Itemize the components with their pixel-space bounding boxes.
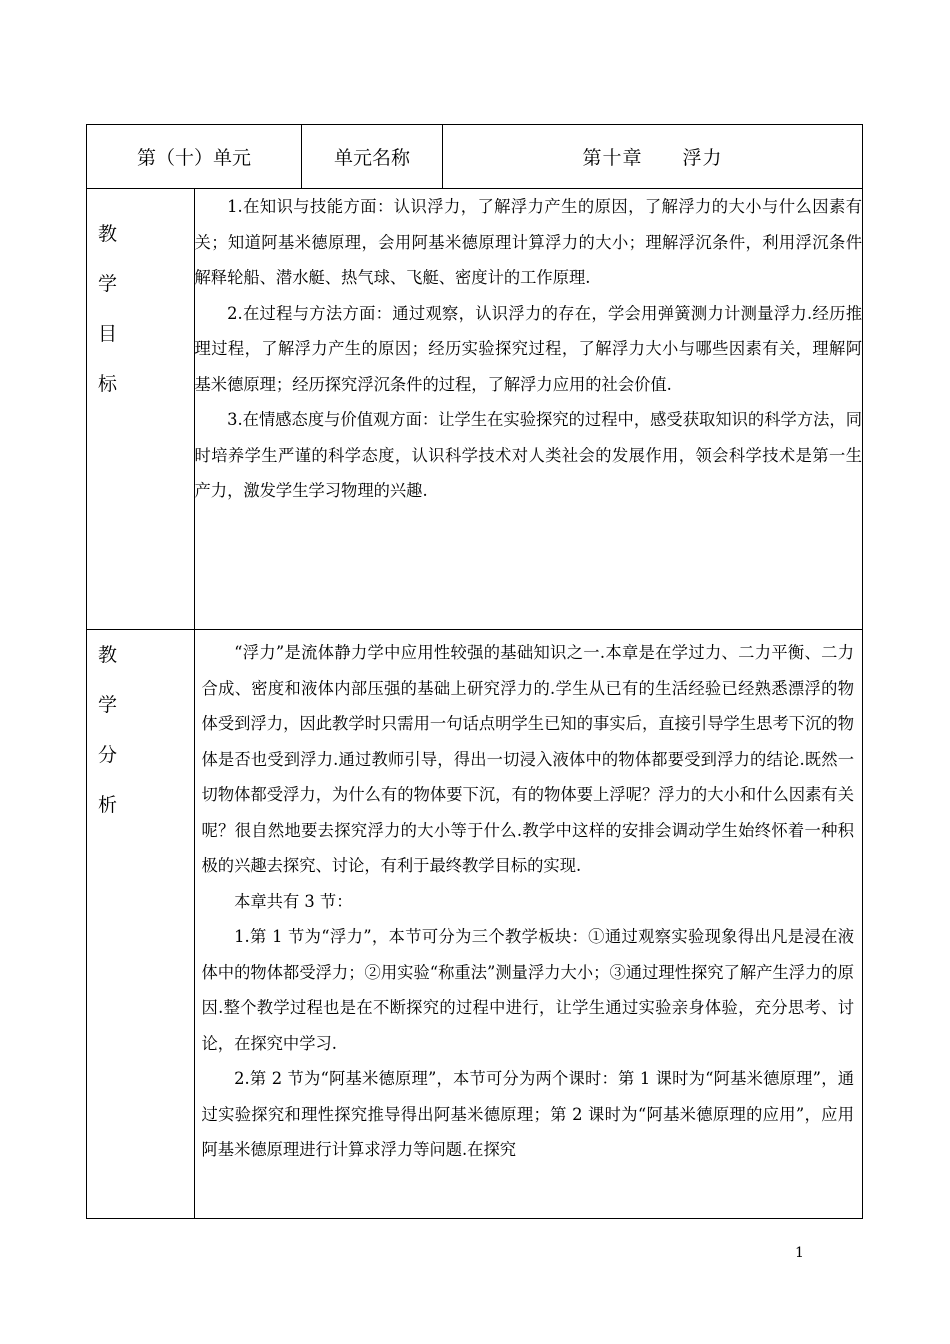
goal-paragraph: 3.在情感态度与价值观方面：让学生在实验探究的过程中，感受获取知识的科学方法，同时培养学生严谨的科学态度，认识科学技术对人类社会的发展作用，领会科学技术是第一生产力，激发学生学习物理的兴趣. [194, 410, 862, 500]
analysis-paragraph: 2.第 2 节为“阿基米德原理”，本节可分为两个课时：第 1 课时为“阿基米德原理”，通过实验探究和理性探究推导得出阿基米德原理；第 2 课时为“阿基米德原理的应用”，应用阿基米德原理进行计算求浮力等问题.在探究 [201, 1069, 854, 1159]
analysis-paragraph: “浮力”是流体静力学中应用性较强的基础知识之一.本章是在学过力、二力平衡、二力合成、密度和液体内部压强的基础上研究浮力的.学生从已有的生活经验已经熟悉漂浮的物体受到浮力，因此教学时只需用一句话点明学生已知的事实后，直接引导学生思考下沉的物体是否也受到浮力.通过教师引导，得出一切浸入液体中的物体都要受到浮力的结论.既然一切物体都受浮力，为什么有的物体要下沉，有的物体要上浮呢？浮力的大小和什么因素有关呢？很自然地要去探究浮力的大小等于什么.教学中这样的安排会调动学生始终怀着一种积极的兴趣去探究、讨论，有利于最终教学目标的实现. [201, 643, 854, 875]
label-char: 标 [98, 373, 118, 395]
teaching-goals-content [194, 189, 863, 630]
unit-name-value: 第十章 浮力 [443, 125, 863, 189]
teaching-goals-row [87, 189, 863, 630]
teaching-analysis-row [87, 630, 863, 1219]
label-char: 析 [98, 794, 118, 816]
label-char: 分 [98, 744, 118, 766]
unit-name-label: 单元名称 [302, 125, 443, 189]
page-number: 1 [795, 1245, 804, 1261]
label-char: 学 [98, 694, 118, 716]
teaching-analysis-content [195, 630, 863, 1215]
unit-plan-table [86, 124, 863, 1219]
label-char: 目 [98, 323, 118, 345]
label-char: 学 [98, 273, 118, 295]
teaching-analysis-label [87, 630, 195, 1219]
label-char: 教 [98, 644, 118, 666]
header-row [87, 125, 863, 189]
goal-paragraph: 2.在过程与方法方面：通过观察，认识浮力的存在，学会用弹簧测力计测量浮力.经历推理过程，了解浮力产生的原因；经历实验探究过程，了解浮力大小与哪些因素有关，理解阿基米德原理；经历探究浮沉条件的过程，了解浮力应用的社会价值. [194, 303, 862, 394]
teaching-goals-label [87, 189, 195, 630]
analysis-paragraph: 本章共有 3 节： [234, 891, 353, 911]
analysis-paragraph: 1.第 1 节为“浮力”，本节可分为三个教学板块：①通过观察实验现象得出凡是浸在液体中的物体都受浮力；②用实验“称重法”测量浮力大小；③通过理性探究了解产生浮力的原因.整个教学过程也是在不断探究的过程中进行，让学生通过实验亲身体验，充分思考、讨论，在探究中学习. [201, 927, 854, 1053]
goal-paragraph: 1.在知识与技能方面：认识浮力，了解浮力产生的原因，了解浮力的大小与什么因素有关；知道阿基米德原理，会用阿基米德原理计算浮力的大小；理解浮沉条件，利用浮沉条件解释轮船、潜水艇、热气球、飞艇、密度计的工作原理. [194, 197, 862, 287]
label-char: 教 [98, 223, 118, 245]
unit-number-cell: 第（十）单元 [87, 125, 302, 189]
teaching-analysis-cell [194, 630, 863, 1219]
